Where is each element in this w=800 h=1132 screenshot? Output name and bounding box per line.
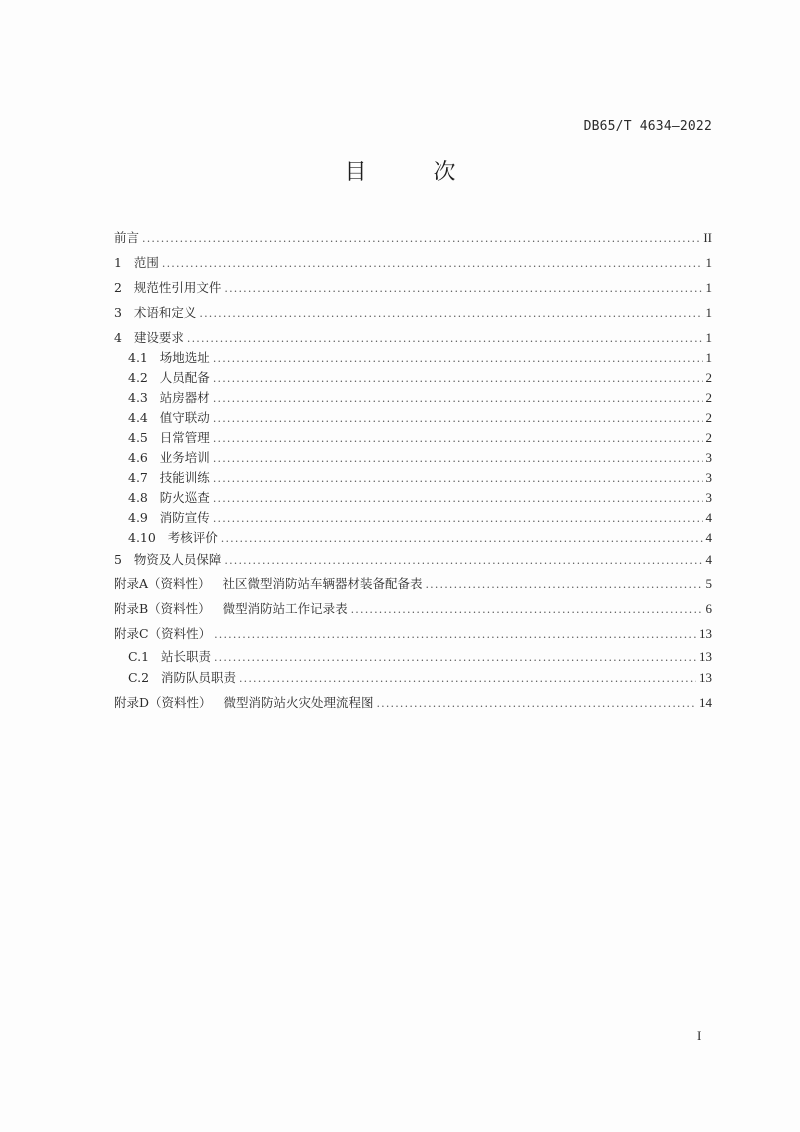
toc-entry-page: 14 (699, 695, 712, 710)
dot-leader (376, 696, 696, 712)
toc-entry[interactable] (114, 601, 712, 618)
toc-entry-page: 13 (699, 626, 712, 641)
toc-entry-label: 附录D（资料性） 微型消防站火灾处理流程图 (114, 695, 374, 710)
toc-entry[interactable] (114, 305, 712, 322)
toc-entry[interactable] (114, 230, 712, 247)
toc-entry[interactable] (128, 510, 712, 527)
toc-entry-page: 1 (705, 255, 712, 270)
document-number: DB65/T 4634—2022 (583, 119, 712, 134)
toc-entry[interactable] (114, 330, 712, 347)
page-number: I (697, 1028, 702, 1043)
dot-leader (213, 471, 703, 487)
dot-leader (213, 391, 703, 407)
toc-entry-label: 4.10 考核评价 (128, 530, 218, 545)
toc-entry-label: 4.3 站房器材 (128, 390, 210, 405)
dot-leader (425, 577, 702, 593)
toc-entry-page: 3 (705, 470, 712, 485)
toc-entry-label: 4.2 人员配备 (128, 370, 210, 385)
dot-leader (213, 411, 703, 427)
toc-entry[interactable] (114, 576, 712, 593)
toc-entry-label: 5 物资及人员保障 (114, 552, 222, 567)
toc-entry[interactable] (128, 430, 712, 447)
toc-entry-page: 13 (699, 649, 712, 664)
dot-leader (213, 511, 703, 527)
toc-entry-label: 附录C（资料性） (114, 626, 212, 641)
toc-entry-page: 4 (705, 530, 712, 545)
toc-entry-page: 1 (705, 350, 712, 365)
toc-entry[interactable] (128, 649, 712, 666)
dot-leader (213, 491, 703, 507)
toc-entry[interactable] (114, 552, 712, 569)
toc-entry-label: 4.4 值守联动 (128, 410, 210, 425)
toc-entry-label: C.2 消防队员职责 (128, 670, 236, 685)
toc-entry-label: 附录A（资料性） 社区微型消防站车辆器材装备配备表 (114, 576, 423, 591)
toc-entry[interactable] (128, 470, 712, 487)
dot-leader (213, 431, 703, 447)
dot-leader (351, 602, 703, 618)
toc-entry-page: 2 (705, 430, 712, 445)
toc-entry-label: 1 范围 (114, 255, 159, 270)
toc-entry-page: 6 (705, 601, 712, 616)
toc-entry-page: 4 (705, 552, 712, 567)
toc-entry[interactable] (114, 695, 712, 712)
dot-leader (214, 627, 696, 643)
dot-leader (142, 231, 700, 247)
toc-entry[interactable] (128, 410, 712, 427)
toc-entry-page: 3 (705, 490, 712, 505)
toc-entry-label: 4.8 防火巡查 (128, 490, 210, 505)
toc-entry-label: 4.5 日常管理 (128, 430, 210, 445)
toc-entry[interactable] (114, 280, 712, 297)
dot-leader (213, 451, 703, 467)
dot-leader (224, 281, 702, 297)
toc-entry[interactable] (128, 350, 712, 367)
toc-entry[interactable] (128, 370, 712, 387)
toc-entry-page: 13 (699, 670, 712, 685)
toc-entry-page: 2 (705, 410, 712, 425)
toc-entry-label: 4.9 消防宣传 (128, 510, 210, 525)
toc-entry[interactable] (114, 626, 712, 643)
dot-leader (213, 371, 703, 387)
dot-leader (224, 553, 702, 569)
dot-leader (162, 256, 703, 272)
toc-entry-label: 3 术语和定义 (114, 305, 197, 320)
toc-entry-page: 1 (705, 280, 712, 295)
toc-entry[interactable] (128, 450, 712, 467)
toc-entry[interactable] (128, 530, 712, 547)
toc-entry[interactable] (128, 670, 712, 687)
dot-leader (199, 306, 702, 322)
toc-entry-label: 4.6 业务培训 (128, 450, 210, 465)
toc-entry-page: 3 (705, 450, 712, 465)
toc-entry-label: 附录B（资料性） 微型消防站工作记录表 (114, 601, 348, 616)
toc-entry-page: II (703, 230, 712, 245)
toc-entry-label: 前言 (114, 230, 140, 245)
dot-leader (214, 650, 696, 666)
toc-entry-label: 4 建设要求 (114, 330, 184, 345)
dot-leader (187, 331, 703, 347)
toc-entry-page: 2 (705, 390, 712, 405)
toc-entry-label: C.1 站长职责 (128, 649, 211, 664)
toc-entry-page: 2 (705, 370, 712, 385)
dot-leader (239, 671, 696, 687)
dot-leader (221, 531, 703, 547)
toc-entry[interactable] (114, 255, 712, 272)
toc-entry-page: 5 (705, 576, 712, 591)
toc-entry-label: 2 规范性引用文件 (114, 280, 222, 295)
toc-entry-page: 4 (705, 510, 712, 525)
toc-entry-page: 1 (705, 305, 712, 320)
dot-leader (213, 351, 703, 367)
toc-entry[interactable] (128, 490, 712, 507)
toc-entry-label: 4.7 技能训练 (128, 470, 210, 485)
toc-entry[interactable] (128, 390, 712, 407)
page-title: 目 次 (344, 160, 486, 185)
toc-entry-page: 1 (705, 330, 712, 345)
toc-entry-label: 4.1 场地选址 (128, 350, 210, 365)
